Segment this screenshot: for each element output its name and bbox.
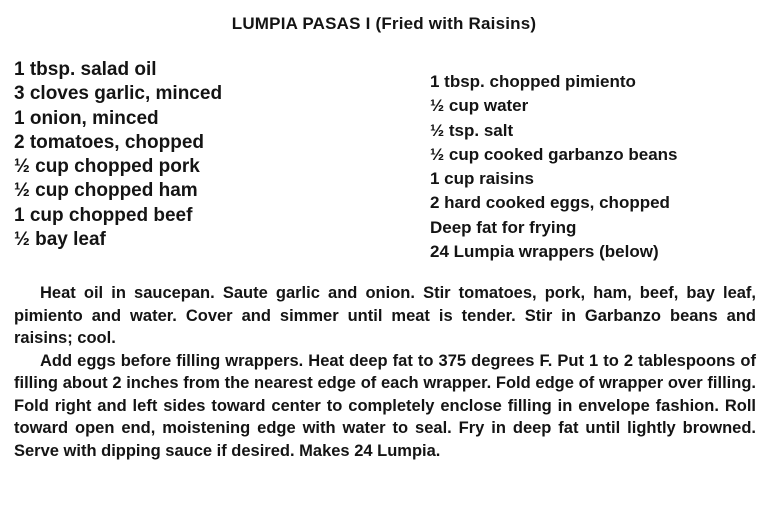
recipe-title: LUMPIA PASAS I (Fried with Raisins)	[231, 14, 537, 33]
instruction-paragraph: Heat oil in saucepan. Saute garlic and onion. Stir tomatoes, pork, ham, beef, bay leaf, pimiento and water. Cover and simmer until meat is tender. Stir in Garbanzo beans and raisins; cool.	[14, 284, 756, 347]
ingredient-item: 1 onion, minced	[14, 107, 159, 129]
ingredients-right-column	[430, 70, 678, 264]
ingredient-item: 2 hard cooked eggs, chopped	[430, 193, 670, 213]
ingredient-item: ½ tsp. salt	[430, 120, 514, 140]
ingredient-item: 2 tomatoes, chopped	[14, 131, 205, 153]
ingredient-item: 24 Lumpia wrappers (below)	[430, 242, 659, 262]
ingredient-item: Deep fat for frying	[430, 217, 577, 237]
ingredient-item: 1 cup chopped beef	[14, 204, 193, 226]
ingredient-item: 1 tbsp. salad oil	[14, 59, 157, 80]
ingredient-item: 3 cloves garlic, minced	[14, 83, 223, 105]
instructions	[14, 282, 756, 462]
ingredient-item: ½ cup water	[430, 96, 529, 116]
ingredient-item: ½ cup chopped ham	[14, 180, 198, 202]
ingredient-item: ½ bay leaf	[14, 229, 106, 251]
ingredient-item: ½ cup cooked garbanzo beans	[430, 144, 678, 164]
ingredient-item: 1 tbsp. chopped pimiento	[430, 72, 636, 91]
ingredient-item: 1 cup raisins	[430, 169, 534, 189]
ingredient-item: ½ cup chopped pork	[14, 156, 200, 178]
instruction-paragraph: Add eggs before filling wrappers. Heat deep fat to 375 degrees F. Put 1 to 2 tablespoons of filling about 2 inches from the nearest edge of each wrapper. Fold edge of wrapper over filling. Fold right and left sides toward center to completely enclose filling in envelope fashion. Roll toward open end, moistening edge with water to seal. Fry in deep fat until lightly browned. Serve with dipping sauce if desired. Makes 24 Lumpia.	[14, 351, 756, 460]
ingredients-left-column	[14, 58, 222, 252]
